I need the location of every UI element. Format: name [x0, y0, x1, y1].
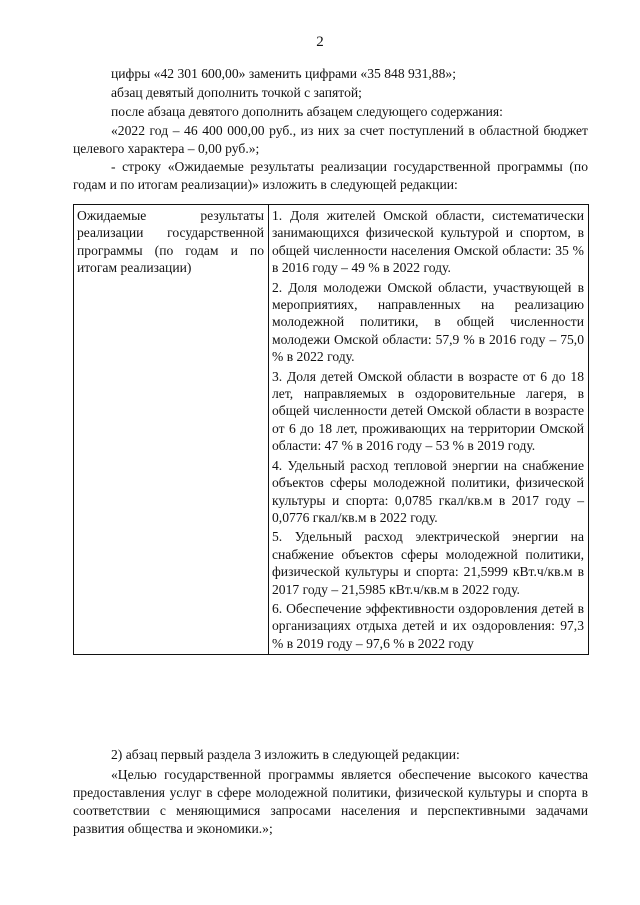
- result-item-1: 1. Доля жителей Омской области, систематически занимающихся физической культурой и спортом, в общей численности населения Омской области: 35 % в 2016 году – 49 % в 2022 году.: [272, 208, 584, 276]
- outro-paragraph-1: 2) абзац первый раздела 3 изложить в следующей редакции:: [111, 747, 460, 762]
- expected-results-table: [73, 204, 589, 655]
- outro-paragraph-2: «Целью государственной программы является обеспечение высокого качества предоставления услуг в сфере молодежной политики, физической культуры и спорта в соответствии с меняющимися запросами населения и перспективными задачами развития общества и экономики.»;: [73, 767, 588, 836]
- page-number: 2: [316, 34, 324, 50]
- result-item-6: 6. Обеспечение эффективности оздоровления детей в организациях отдыха детей и их оздоровления: 97,3 % в 2019 году – 97,6 % в 2022 году: [272, 600, 584, 651]
- result-item-3: 3. Доля детей Омской области в возрасте от 6 до 18 лет, направляемых в оздоровительные лагеря, в общей численности детей Омской области в возрасте от 6 до 18 лет, проживающих на территории Омской области: 47 % в 2016 году – 53 % в 2019 году.: [272, 368, 584, 454]
- intro-paragraph-5: - строку «Ожидаемые результаты реализации государственной программы (по годам и по итогам реализации)» изложить в следующей редакции:: [73, 159, 588, 192]
- result-item-2: 2. Доля молодежи Омской области, участвующей в мероприятиях, направленных на реализацию молодежной политики, в общей численности молодежи Омской области: 57,9 % в 2016 году – 75,0 % в 2022 году.: [272, 279, 584, 365]
- intro-paragraph-1: цифры «42 301 600,00» заменить цифрами «35 848 931,88»;: [111, 66, 456, 81]
- result-item-4: 4. Удельный расход тепловой энергии на снабжение объектов сферы молодежной политики, физической культуры и спорта: 0,0785 гкал/кв.м в 2017 году – 0,0776 гкал/кв.м в 2022 году.: [272, 457, 584, 525]
- intro-paragraph-3: после абзаца девятого дополнить абзацем следующего содержания:: [111, 104, 503, 119]
- result-item-5: 5. Удельный расход электрической энергии на снабжение объектов сферы молодежной политики, физической культуры и спорта: 21,5999 кВт.ч/кв.м в 2017 году – 21,5985 кВт.ч/кв.м в 2022 году.: [272, 529, 584, 597]
- intro-paragraph-4: «2022 год – 46 400 000,00 руб., из них за счет поступлений в областной бюджет целевого характера – 0,00 руб.»;: [73, 123, 588, 156]
- intro-paragraph-2: абзац девятый дополнить точкой с запятой;: [111, 85, 362, 100]
- row-label-text: Ожидаемые результаты реализации государственной программы (по годам и по итогам реализации): [77, 208, 264, 276]
- table-row: [74, 205, 589, 655]
- results-cell: [269, 205, 589, 655]
- row-label-cell: [74, 205, 269, 655]
